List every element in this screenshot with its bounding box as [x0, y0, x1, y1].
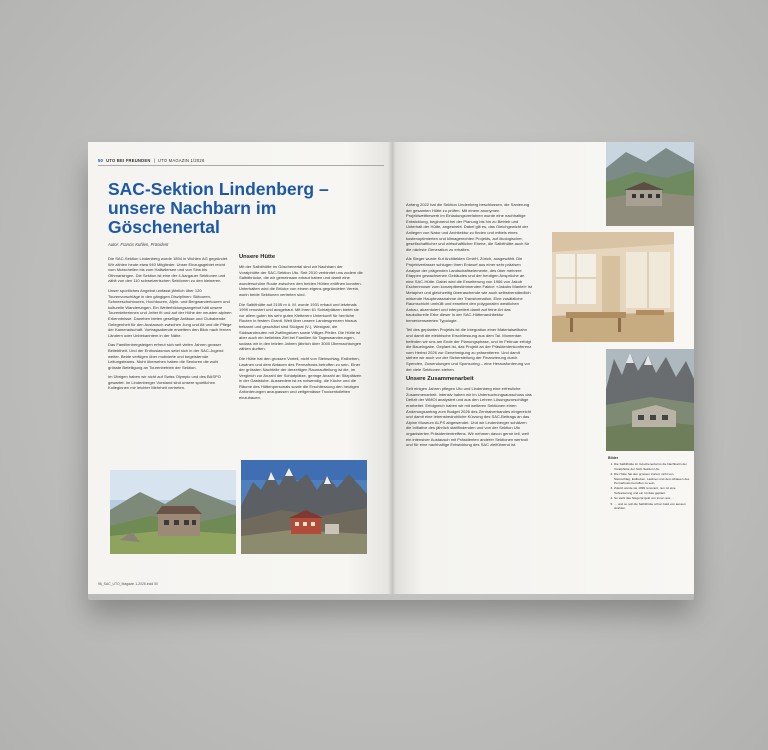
paragraph: Die SAC-Sektion Lindenberg wurde 1894 in Wohlen AG gegründet. Wir zählen heute etwa 940 Mitglieder. Unser Einzugsgebiet reicht vom Mutschellen bis zum Hallwilersee und von Sins bis Othmarsingen. Die Sektion ist eine der 4 Aargauer Sektionen und zählt von den 110 schweizerischen Sektionen zu den kleineren. — [108, 256, 229, 284]
paragraph: Mit der Salbithütte im Göschenertal sind wir Nachbarn der Voralphütte der SAC-Sektion Uto. Seit 2010 verbindet uns zudem die Salbitbrücke, die wir gemeinsam erbaut haben und damit eine wunderschöne Route zwischen den beiden Hütten eröffnen konnten. Unterhalten wird die Brücke von einem eigens gegründeten Verein, worin beide Sektionen vertreten sind. — [239, 264, 363, 297]
paragraph: Unser sportliches Angebot umfasst jährlich über 120 Tourenvorschläge in den gängigen Disziplinen: Skitouren, Schneeschuhtouren, Hochtouren, Alpin- und Bergwandertouren und kulturelle Wanderungen. Ein Weiterbildungsangebot hält unsere Tourenleiterinnen und -leiter fit und auf der Höhe der neusten alpinen Erkenntnisse. Daneben bieten gesellige Anlässe und Clubabende Gelegenheit für den Austausch zwischen Jung und Alt und die Pflege der Kameradschaft. Vortragsabende erweitern den Blick nach fernen Ländern oder Unbekanntem in der Nähe. — [108, 287, 232, 338]
right-column-1 — [406, 202, 532, 452]
paragraph: Das Familienbergsteigen erfreut sich seit vielen Jahren grosser Beliebtheit. Und der Enthusiasmus setzt sich in der SAC-Jugend weiter. Beide verfügen über motivierte und begeisternde Leitungsteams. Nicht übersehen haben die Senioren die wohl grösste Beteiligung an Tourenbetrieb der Sektion. — [108, 342, 224, 370]
paragraph: Die Hütte hat den grossen Vorteil, nicht von Steinschlag, Erdbeben, Lawinen und dem Abtauen des Permafrosts betroffen zu sein. Einer der grössten Nachteile der derzeitigen Raumaufteilung ist die, im Vergleich zur Anzahl der Schlafplätze, geringe Anzahl an Sitzplätzen in der Gaststube. Ausserdem ist es notwendig, die Küche und die Räume des Hüttenpersonals sowie die Erschliessung den heutigen Anforderungen anzupassen und zeitgemässe Trockentoiletten einzubauen. — [239, 355, 362, 401]
right-page — [392, 142, 694, 594]
article-title: SAC-Sektion Lindenberg – unsere Nachbarn im Göschenertal — [108, 179, 329, 237]
photo-interior — [552, 232, 674, 342]
captions-title: Bilder — [608, 456, 619, 460]
paragraph: Teil des geplanten Projekts ist die Integration einer Materialseilbahn und damit die elektrische Erschliessung aus dem Tal. Momentan befinden wir uns am Ende der Planungsphase, und im Februar erfolgt die Baueingabe. Geplant ist, das Projekt an der Präsidentenkonferenz vom Herbst 2026 zur Genehmigung zu präsentieren. Und damit stehen wir auch vor der Sicherstellung der Finanzierung durch Spenden, Zuwendungen und Sponsoring – eine Herausforderung vor der viele Sektionen stehen. — [406, 327, 532, 372]
left-page — [88, 142, 392, 594]
image-captions — [608, 456, 690, 511]
paragraph: Seit einigen Jahren pflegen Uto und Lindenberg eine erfreuliche Zusammenarbeit. Intensiv haben wir im Untersuchungsausschuss das Defizit der WMOI analysiert und aus den Lehren Lösungsvorschläge erarbeitet. Erfolgreich haben wir mit weiteren Sektionen einen Änderungsantrag zum Budget 2026 des Zentralverbandes eingereicht und damit eine lebensbedrohliche Kürzung des SAC-Beitrags an das Alpine Museum ALPS abgewendet. Und wir Lindenberger schätzen die Initiative des jährlich stattfindenden und von der Sektion Uto organisierten Präsidententreffens. Wir nehmen davon gerne teil, weil ein intensiver Austausch mit Präsidenten anderer Sektionen wertvoll und für eine nachhaltige Entwicklung des SAC zielführend ist. — [406, 386, 532, 448]
page-number: 50 — [98, 158, 104, 163]
photo-hut-rendering — [606, 349, 694, 451]
caption-item: 2. Die Hütte hat den grossen Vorteil, nicht von Steinschlag, Erdbeben, Lawinen und dem Abtauen des Permafrosts betroffen zu sein. — [614, 472, 690, 485]
magazine-label: UTO MAGAZIN 1/2026 — [157, 158, 205, 163]
paragraph: Anfang 2022 hat die Sektion Lindenberg beschlossen, die Sanierung der gesamten Hütte zu prüfen. Mit einem anonymen Projektwettbewerb im Einladungsverfahren wurde eine nachhaltige Entwicklung, beginnend bei der Planung bis hin zu Betrieb und Unterhalt der Hütte, angestrebt. Dabei gilt es, das Gleichgewicht der Anliegen von Natur und Architektur zu finden und mittels eines kostenoptimierten und klimagerechten Projekts, auf ökologischer, gesellschaftlicher und wirtschaftlicher Ebene, die Salbithütte auch für die nächste Generation zu erhalten. — [406, 202, 530, 252]
left-column-2 — [239, 254, 363, 405]
paragraph: Im Übrigen haben wir nicht auf Swiss Olympic und des BASPO gewartet: Im Lindenberger Vorstand sind unsere sportlichen Kolleginnen mir leichter Mehrheit vertreten. — [108, 374, 221, 391]
header-separator: | — [153, 158, 155, 163]
section-label: UTO BEI FREUNDEN — [106, 158, 151, 163]
header-rule — [98, 165, 384, 166]
article-author: Autor: Francis Kuhlen, Präsident — [108, 242, 169, 247]
spine-gutter — [388, 142, 396, 594]
photo-hut-valley — [606, 142, 694, 226]
page-header — [98, 158, 204, 163]
photo-hut-stone — [110, 470, 236, 554]
caption-item: 3. Zuletzt wurde sie 1999 renoviert, nun ist eine Teilsanierung und ein Umbau geplant. — [614, 486, 690, 495]
paragraph: Als Sieger wurde Kuf Architekten GmbH, Zürich, ausgewählt. Die Projektverfasser schlugen ihren Entwurf aus einer sehr präzisen Analyse der prägenden Landschaftselemente, des über mehrere Etappen gewachsenen Gebäudes und der heutigen Ansprüche an eine SAC-Hütte. Dabei wird die Erweiterung von 1966 von Jakob Eschenmoser zum konzeptbestimmenden Faktor: «Jakobs Mantel» ist Metapher und gleichzeitig überraschende wie auch selbstverständlich wirkende Hauptmassnahme der Transformation. Eine zusätzliche Raumschicht umhüllt und erweitert den polygonalen westlichen Anbau, akzentuiert und interpretiert damit auf feine Art das baukulturelle Erbe dieser in der SAC-Hüttenarchitektur bemerkenswerten Typologie. — [406, 256, 532, 323]
section-heading-huette: Unsere Hütte — [239, 254, 276, 260]
caption-item: 4. So sieht das Siegerprojekt von innen aus … — [614, 496, 690, 500]
left-column-1 — [108, 256, 232, 395]
photo-hut-mountains — [241, 460, 367, 554]
caption-item: 5. … und so soll die Salbithütte schon bald von aussen strahlen. — [614, 502, 690, 511]
caption-item: 1. Die Salbithütte im Göschenertal ist die Nachbarin der Voralphütte der SAC-Sektion Uto. — [614, 462, 690, 471]
print-footer: 96_SAC_UTO_Magazin 1-2026.indd 50 — [98, 582, 158, 586]
section-heading-zusammenarbeit: Unsere Zusammenarbeit — [406, 376, 474, 383]
paragraph: Die Salbithütte auf 2105 m ü. M. wurde 1931 erbaut und letztmals 1999 renoviert und ausgebaut. Mit ihren 61 Schlafplätzen bietet sie vor allem guten bis sehr guten Kletterern Unterkunft für herrliche Routen in festem Granit. Weit über unsere Landesgrenzen hinaus bekannt und geschätzt sind Südgrat (V-), Westgrat, die Südwandrouten mit Zwillingsturm sowie Villiger-Pfeiler. Die Hütte ist aber auch ein beliebtes Ziel bei Familien für Tageswanderungen, sodass wir in den letzten Jahren jährlich über 3000 Übernachtungen zählen durften. — [239, 301, 362, 352]
captions-list — [608, 462, 690, 510]
